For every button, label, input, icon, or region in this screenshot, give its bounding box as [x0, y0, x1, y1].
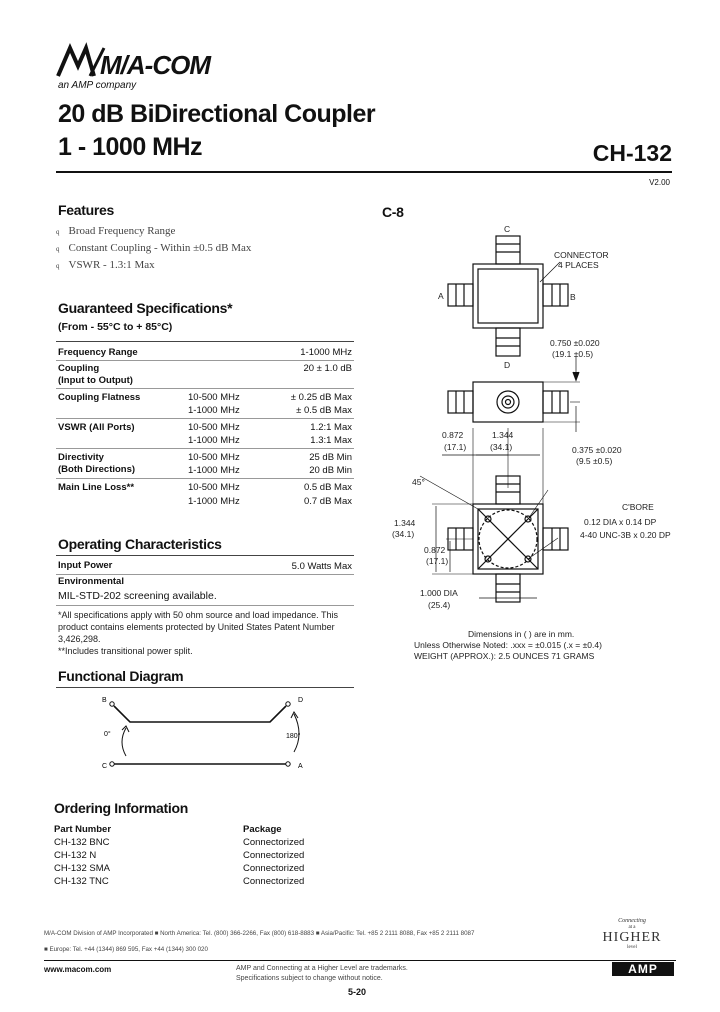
title-line1: 20 dB BiDirectional Coupler [58, 100, 376, 128]
operating-heading: Operating Characteristics [58, 536, 222, 552]
spec-range: 1-1000 MHz [188, 496, 240, 507]
env-value: MIL-STD-202 screening available. [58, 590, 217, 602]
spec-label: Main Line Loss** [58, 482, 135, 493]
spec-value: 0.5 dB Max [303, 482, 352, 493]
angle-45: 45° [412, 477, 425, 487]
spec-value: ± 0.5 dB Max [296, 405, 352, 416]
outline-label: C-8 [382, 204, 404, 220]
dim-1344b-mm: (34.1) [392, 529, 415, 539]
connector-a [448, 284, 473, 306]
port-b-label: B [102, 697, 107, 704]
dim-dia-mm: (25.4) [428, 600, 451, 610]
spec-value: 25 dB Min [309, 452, 352, 463]
spec-label: Frequency Range [58, 347, 138, 358]
top-view-body [473, 264, 543, 328]
spec-range: 10-500 MHz [188, 482, 240, 493]
thread-spec: 4-40 UNC-3B x 0.20 DP [580, 530, 671, 540]
connector-b [543, 284, 568, 306]
specs-subheading: (From - 55°C to + 85°C) [58, 321, 173, 333]
spec-rule [56, 341, 354, 342]
note: **Includes transitional power split. [58, 646, 193, 656]
functional-heading: Functional Diagram [58, 668, 184, 684]
ordering-package: Connectorized [243, 876, 305, 887]
spec-range: 1-1000 MHz [188, 465, 240, 476]
outline-note: Dimensions in ( ) are in mm. [468, 629, 575, 639]
dim-1344-mm: (34.1) [490, 442, 513, 452]
spec-value: 1-1000 MHz [300, 347, 352, 358]
header-divider [56, 171, 672, 173]
side-view-body [473, 382, 543, 422]
page-number: 5-20 [348, 987, 367, 997]
footer-url[interactable]: www.macom.com [44, 965, 112, 974]
port-c-label: C [102, 763, 108, 770]
port-d-dot [286, 702, 290, 706]
dim-1344b: 1.344 [394, 518, 416, 528]
title-line2: 1 - 1000 MHz [58, 133, 203, 161]
ordering-package: Connectorized [243, 837, 305, 848]
connector-c [496, 236, 520, 264]
dim-872-mm: (17.1) [444, 442, 467, 452]
spec-label: (Input to Output) [58, 375, 133, 386]
spec-label: Directivity [58, 452, 104, 463]
port-c-label: C [504, 224, 511, 234]
footer-legal: AMP and Connecting at a Higher Level are trademarks. [236, 965, 408, 972]
spec-value: 1.2:1 Max [310, 422, 352, 433]
amp-logo: AMP [612, 962, 674, 976]
version: V2.00 [649, 178, 670, 187]
ordering-package: Connectorized [243, 850, 305, 861]
arrow-left [122, 728, 126, 756]
outline-note: Unless Otherwise Noted: .xxx = ±0.015 (.x = ±0.4) [414, 640, 602, 650]
port-a-dot [286, 762, 290, 766]
side-connector [497, 391, 519, 413]
ordering-part: CH-132 N [54, 850, 97, 861]
spec-range: 1-1000 MHz [188, 435, 240, 446]
feature-item: q Constant Coupling - Within ±0.5 dB Max [56, 242, 252, 254]
cbore-label: C'BORE [622, 502, 654, 512]
functional-diagram [100, 692, 310, 776]
spec-value: 20 ± 1.0 dB [303, 363, 352, 374]
env-label: Environmental [58, 576, 124, 587]
port-d-label: D [298, 697, 304, 704]
spec-value: 20 dB Min [309, 465, 352, 476]
dim-375-mm: (9.5 ±0.5) [576, 456, 613, 466]
specs-heading: Guaranteed Specifications* [58, 300, 233, 316]
spec-range: 10-500 MHz [188, 452, 240, 463]
angle-right: 180° [286, 733, 301, 740]
input-power-value: 5.0 Watts Max [291, 561, 352, 572]
ordering-part: CH-132 TNC [54, 876, 109, 887]
spec-range: 1-1000 MHz [188, 405, 240, 416]
outline-drawing [380, 220, 680, 630]
spec-value: 0.7 dB Max [303, 496, 352, 507]
features-heading: Features [58, 202, 114, 218]
dim-872: 0.872 [442, 430, 464, 440]
spec-label: Coupling Flatness [58, 392, 141, 403]
connector-note: 4 PLACES [558, 260, 599, 270]
outline-note: WEIGHT (APPROX.): 2.5 OUNCES 71 GRAMS [414, 651, 595, 661]
angle-left: 0° [104, 731, 111, 738]
port-a-label: A [298, 763, 303, 770]
footer-contact: ■ Europe: Tel. +44 (1344) 869 595, Fax +44 (1344) 300 020 [44, 946, 208, 953]
port-a-label: A [438, 291, 444, 301]
ordering-package: Connectorized [243, 863, 305, 874]
dim-height: 0.750 ±0.020 [550, 338, 600, 348]
spec-value: 1.3:1 Max [310, 435, 352, 446]
connector-d [496, 328, 520, 356]
dim-height-mm: (19.1 ±0.5) [552, 349, 594, 359]
part-number: CH-132 [592, 140, 672, 166]
port-b-label: B [570, 292, 576, 302]
note: 3,426,298. [58, 634, 101, 644]
dim-872b-mm: (17.1) [426, 556, 449, 566]
port-c-dot [110, 762, 114, 766]
port-b-dot [110, 702, 114, 706]
dim-dia: 1.000 DIA [420, 588, 458, 598]
feature-item: q VSWR - 1.3:1 Max [56, 259, 155, 271]
ordering-col-package: Package [243, 824, 282, 835]
footer-legal: Specifications subject to change without notice. [236, 975, 383, 982]
note: product contains elements protected by United States Patent Number [58, 622, 335, 632]
note: *All specifications apply with 50 ohm source and load impedance. This [58, 610, 338, 620]
tagline: an AMP company [58, 80, 137, 91]
operating-rule [56, 555, 354, 556]
ordering-col-part: Part Number [54, 824, 112, 835]
ordering-part: CH-132 BNC [54, 837, 110, 848]
dim-1344: 1.344 [492, 430, 514, 440]
footer-contact: M/A-COM Division of AMP Incorporated ■ North America: Tel. (800) 366-2266, Fax (800) 618-8883 ■ Asia/Pacific: Tel. +85 2 2111 8088, Fax +85 2 2111 8087 [44, 930, 475, 937]
connector-note: CONNECTOR [554, 250, 609, 260]
cbore-dia: 0.12 DIA x 0.14 DP [584, 517, 657, 527]
dim-375: 0.375 ±0.020 [572, 445, 622, 455]
spec-label: VSWR (All Ports) [58, 422, 135, 433]
spec-label: (Both Directions) [58, 464, 136, 475]
logo-wordmark: M/A-COM [100, 50, 210, 80]
spec-range: 10-500 MHz [188, 422, 240, 433]
spec-range: 10-500 MHz [188, 392, 240, 403]
ordering-heading: Ordering Information [54, 800, 189, 816]
coupled-line [114, 706, 286, 722]
input-power-label: Input Power [58, 560, 113, 571]
spec-label: Coupling [58, 363, 100, 374]
macom-logo [56, 44, 210, 80]
spec-value: ± 0.25 dB Max [290, 392, 352, 403]
feature-item: q Broad Frequency Range [56, 225, 176, 237]
dim-872b: 0.872 [424, 545, 446, 555]
ordering-part: CH-132 SMA [54, 863, 110, 874]
port-d-label: D [504, 360, 511, 370]
higher-level-badge: Connecting at a HIGHER level [602, 918, 662, 950]
